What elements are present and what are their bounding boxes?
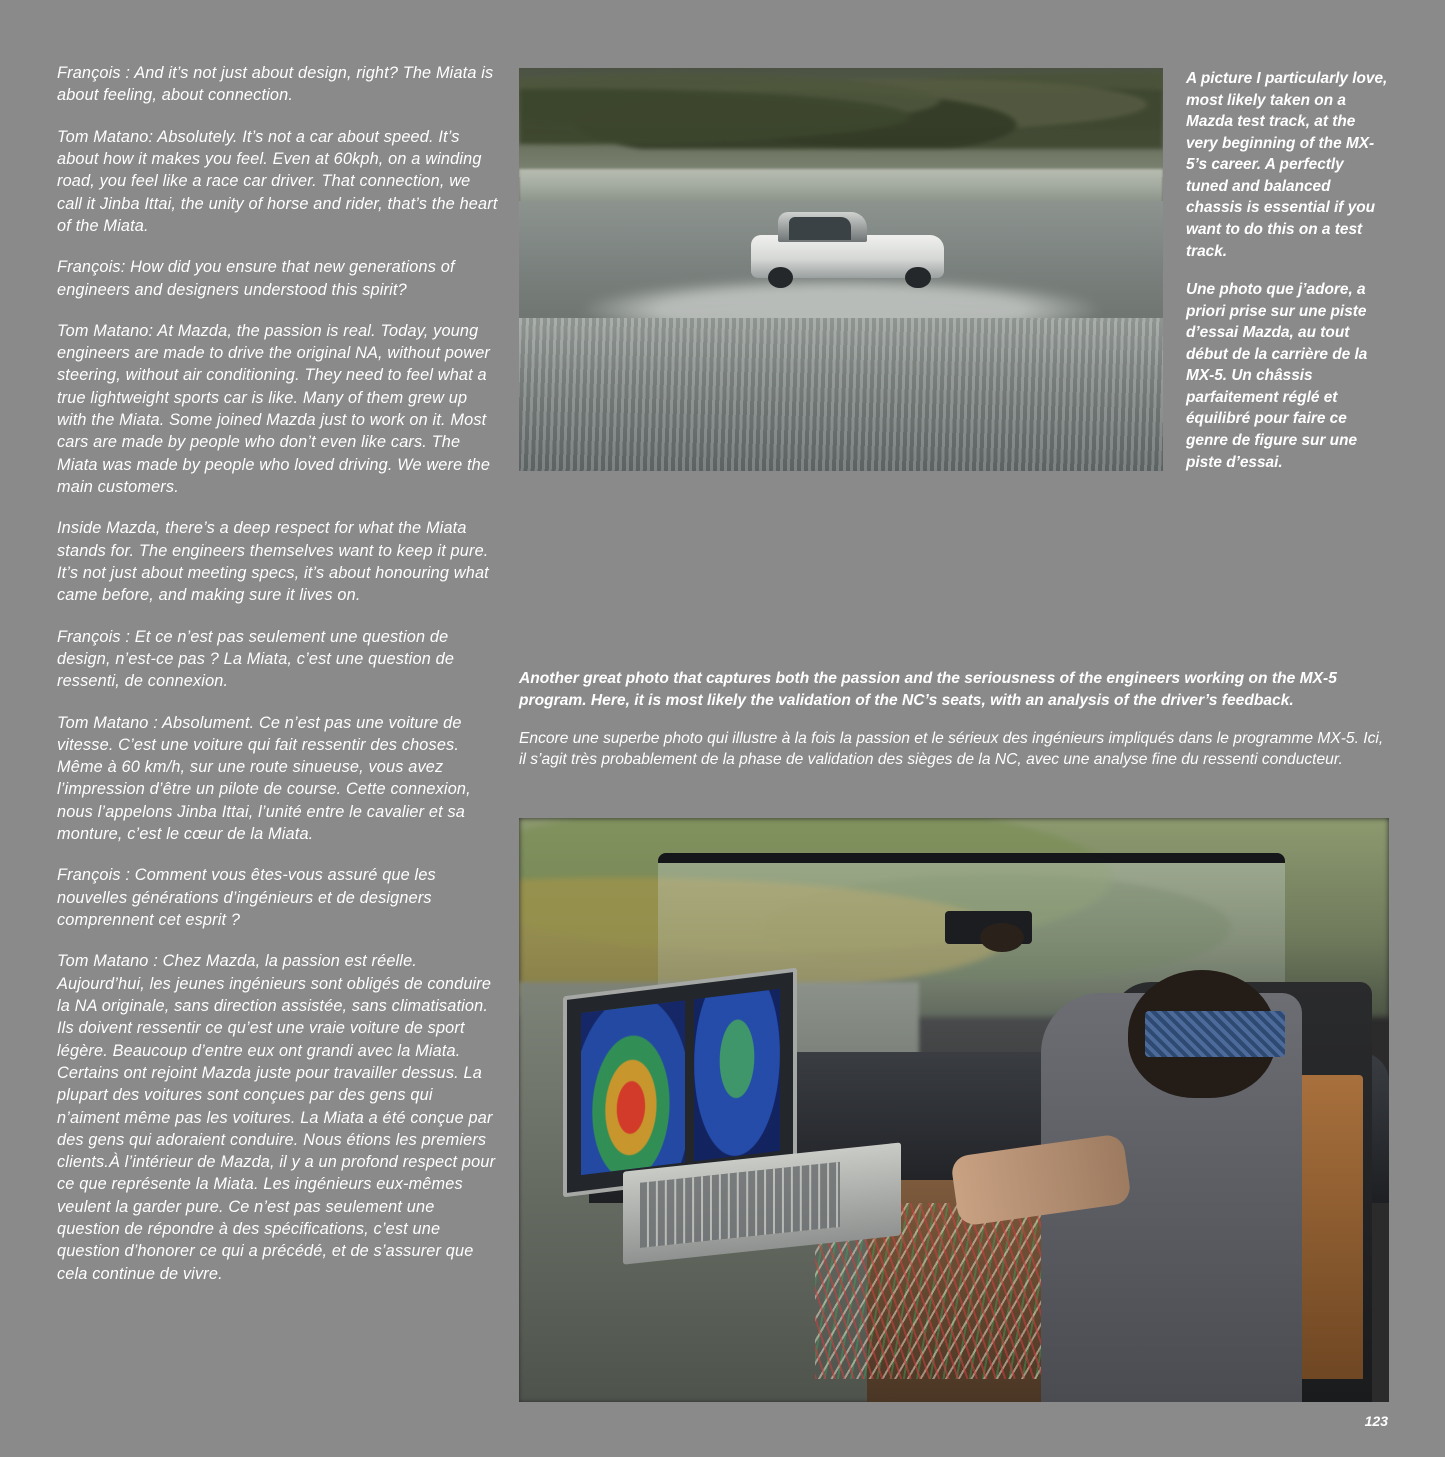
photo-laptop-keys (640, 1162, 840, 1248)
photo-treeline (519, 68, 1163, 149)
paragraph: Tom Matano: At Mazda, the passion is real. Today, young engineers are made to drive the original NA, without power steering, without air conditioning. They need to feel what a true lightweight sports car is like. Many of them grew up with the Miata. Some joined Mazda just to work on it. Most cars are made by people who don’t even like cars. The Miata was made by people who loved driving. We were the main customers. (57, 321, 491, 496)
bottom-photo (519, 818, 1389, 1402)
photo-mirror-reflection (980, 923, 1024, 952)
right-caption-column (1186, 68, 1389, 490)
paragraph: François : Et ce n’est pas seulement une question de design, n’est-ce pas ? La Miata, c’est une question de ressenti, de connexion. (57, 627, 455, 691)
photo-mx5-car (751, 205, 944, 294)
middle-caption-block (519, 668, 1389, 771)
middle-caption-english: Another great photo that captures both the passion and the seriousness of the engineers working on the MX-5 program. Here, it is most likely the validation of the NC’s seats, with an analysis of the driver’s feedback. (519, 670, 1337, 709)
top-photo (519, 68, 1163, 471)
paragraph: François : And it’s not just about design, right? The Miata is about feeling, about connection. (57, 64, 494, 105)
paragraph: Tom Matano : Absolument. Ce n’est pas une voiture de vitesse. C’est une voiture qui fait ressentir des choses. Même à 60 km/h, sur une route sinueuse, vous avez l’impression d’être un pilote de course. Cette connexion, nous l’appelons Jinba Ittai, l’unité entre le cavalier et sa monture, c’est le cœur de la Miata. (57, 713, 471, 844)
photo-track-edge (519, 169, 1163, 205)
paragraph: François : Comment vous êtes-vous assuré que les nouvelles générations d’ingénieurs et de designers comprennent cet esprit ? (57, 866, 436, 929)
photo-pressure-heatmap-right (693, 989, 779, 1161)
left-text-column (57, 62, 500, 1304)
caption-english: A picture I particularly love, most likely taken on a Mazda test track, at the very beginning of the MX-5’s career. A perfectly tuned and balanced chassis is essential if you want to do this on a test track. (1186, 70, 1388, 260)
paragraph: Tom Matano: Absolutely. It’s not a car about speed. It’s about how it makes you feel. Even at 60kph, on a winding road, you feel like a race car driver. That connection, we call it Jinba Ittai, the unity of horse and rider, that’s the heart of the Miata. (57, 127, 498, 235)
photo-pressure-heatmap-left (580, 1000, 684, 1175)
car-front-wheel (905, 267, 930, 288)
car-rear-wheel (768, 267, 793, 288)
middle-caption-french: Encore une superbe photo qui illustre à la fois la passion et le sérieux des ingénieurs impliqués dans le programme MX-5. Ici, il s’agit très probablement de la phase de validation des sièges de la NC, avec une analyse fine du ressenti conducteur. (519, 729, 1384, 769)
page-number: 123 (1364, 1413, 1388, 1429)
photo-seat-trim (1293, 1075, 1363, 1379)
paragraph: Tom Matano : Chez Mazda, la passion est réelle. Aujourd’hui, les jeunes ingénieurs sont obligés de conduire la NA originale, sans direction assistée, sans climatisation. Ils doivent ressentir ce qu’est une vraie voiture de sport légère. Beaucoup d’entre eux ont grandi avec la Miata. Certains ont rejoint Mazda juste pour travailler dessus. La plupart des voitures sont conçues par des gens qui n’aiment même pas les voitures. La Miata a été conçue par des gens qui adoraient conduire. Nous étions les premiers clients.À l’intérieur de Mazda, il y a un profond respect pour ce que représente la Miata. Les ingénieurs eux-mêmes veulent la garder pure. Ce n’est pas seulement une question de répondre à des spécifications, c’est une question d’honorer ce qui a précédé, et de s’assurer que cela continue de vivre. (57, 952, 496, 1283)
car-window (789, 217, 851, 240)
photo-wet-surface (519, 318, 1163, 471)
paragraph: Inside Mazda, there’s a deep respect for what the Miata stands for. The engineers themselves want to keep it pure. It’s not just about meeting specs, it’s about honouring what came before, and making sure it lives on. (57, 519, 489, 605)
caption-french: Une photo que j’adore, a priori prise sur une piste d’essai Mazda, au tout début de la carrière de la MX-5. Un châssis parfaitement réglé et équilibré pour faire ce genre de figure sur une piste d’essai. (1186, 281, 1368, 471)
photo-driver-bandana (1145, 1011, 1284, 1058)
paragraph: François: How did you ensure that new generations of engineers and designers understood this spirit? (57, 258, 455, 299)
